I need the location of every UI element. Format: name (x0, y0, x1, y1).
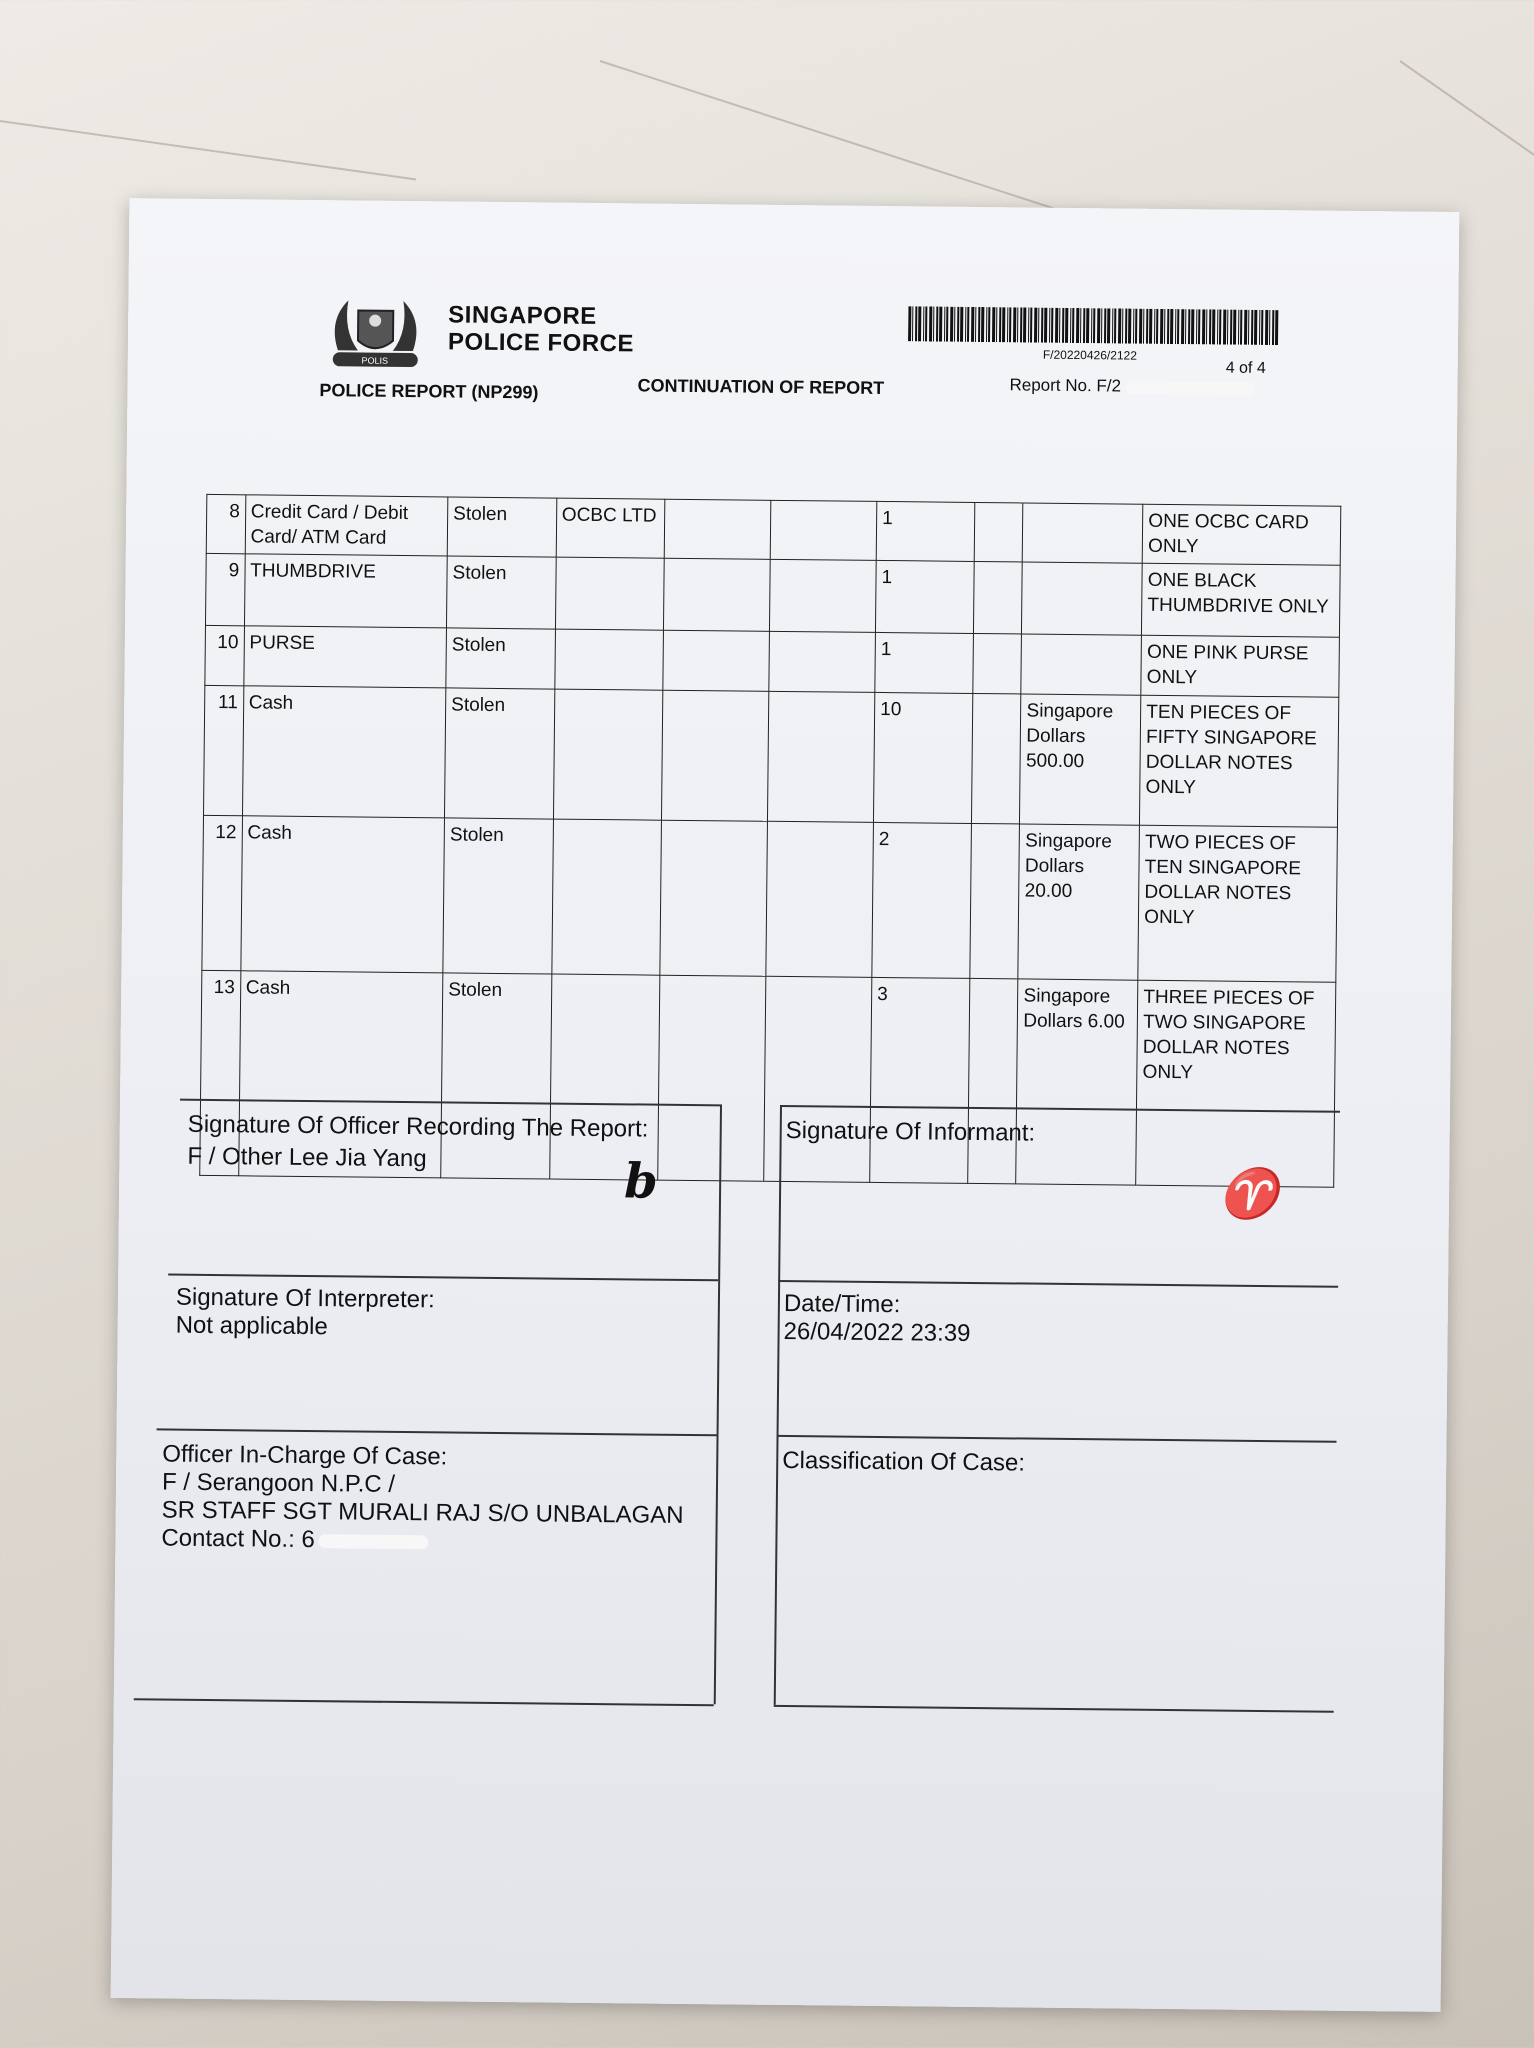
barcode-bar (1185, 309, 1186, 344)
barcode-bar (981, 307, 984, 342)
barcode-bar (1133, 309, 1134, 344)
barcode-bar (1086, 308, 1089, 343)
barcode-bar (1251, 310, 1253, 345)
divider (157, 1428, 717, 1435)
item-value: Singapore Dollars 20.00 (1018, 824, 1139, 980)
barcode-bar (1238, 310, 1239, 345)
barcode-bar (915, 306, 917, 341)
barcode-bar (1259, 310, 1260, 345)
redaction-mark (1125, 380, 1255, 395)
barcode-bar (1223, 310, 1226, 345)
barcode-bar (1013, 307, 1016, 342)
barcode-bar (1091, 308, 1092, 343)
barcode-bar (1107, 308, 1110, 343)
item-description: ONE PINK PURSE ONLY (1141, 635, 1339, 697)
barcode-bar (967, 307, 969, 342)
item-number: 9 (205, 553, 244, 625)
officer-name: F / Other Lee Jia Yang (187, 1142, 427, 1173)
marble-vein (0, 120, 416, 180)
barcode-bar (1175, 309, 1176, 344)
barcode-bar (1076, 308, 1079, 343)
barcode-bar (986, 307, 987, 342)
barcode-bar (1146, 309, 1148, 344)
barcode-bar (1248, 310, 1249, 345)
stolen-items-table (199, 494, 1341, 1188)
barcode-bar (960, 307, 963, 342)
page-number: 4 of 4 (1225, 359, 1266, 377)
barcode-bar (996, 307, 997, 342)
barcode-bar (1154, 309, 1155, 344)
barcode-bar (946, 307, 948, 342)
blank-cell (974, 502, 1024, 562)
agency-name (448, 301, 635, 357)
barcode-bar (1209, 309, 1211, 344)
barcode-bar (1051, 308, 1053, 343)
barcode-bar (1097, 308, 1100, 343)
barcode-bar (1093, 308, 1095, 343)
barcode-bar (918, 306, 921, 341)
barcode-bar (939, 307, 942, 342)
item-quantity: 1 (876, 501, 974, 561)
item-name: Cash (242, 686, 446, 818)
informant-signature: ♈ (1218, 1165, 1280, 1223)
divider (168, 1274, 718, 1281)
item-description: THREE PIECES OF TWO SINGAPORE DOLLAR NOTES ONLY (1136, 980, 1336, 1187)
blank-cell (660, 820, 767, 976)
barcode-bar (908, 306, 911, 341)
barcode-reference: F/20220426/2122 (1042, 347, 1138, 363)
agency-line-2: POLICE FORCE (447, 328, 635, 358)
barcode-bar (1044, 308, 1047, 343)
barcode-bar (954, 307, 955, 342)
barcode-bar (1265, 310, 1268, 345)
agency-line-1: SINGAPORE (448, 301, 597, 330)
barcode-bar (999, 307, 1001, 342)
barcode-bar (1104, 308, 1106, 343)
barcode-bar (1135, 309, 1137, 344)
divider (714, 1104, 722, 1704)
form-title: POLICE REPORT (NP299) (319, 380, 539, 403)
contact-label: Contact No.: 6 (161, 1524, 315, 1554)
item-status: Stolen (445, 688, 555, 819)
barcode-bar (965, 307, 966, 342)
barcode-bar (1233, 310, 1236, 345)
barcode-bar (975, 307, 976, 342)
marble-vein (600, 60, 1076, 216)
continuation-title: CONTINUATION OF REPORT (637, 375, 885, 398)
item-description: TEN PIECES OF FIFTY SINGAPORE DOLLAR NOTES ONLY (1140, 695, 1339, 827)
report-number (1009, 375, 1255, 398)
barcode-bar (1217, 309, 1218, 344)
item-value (1021, 634, 1141, 695)
blank-cell (662, 690, 769, 821)
barcode-bar (1020, 307, 1022, 342)
barcode-bar (1160, 309, 1163, 344)
barcode-bar (933, 307, 934, 342)
barcode-bar (1230, 310, 1232, 345)
item-name: PURSE (244, 626, 447, 688)
barcode-bar (1261, 310, 1263, 345)
barcode-bar (1196, 309, 1197, 344)
barcode-bar (1170, 309, 1173, 344)
svg-text:POLIS: POLIS (361, 355, 389, 366)
interpreter-value: Not applicable (175, 1311, 328, 1341)
item-quantity: 2 (872, 822, 971, 978)
barcode-bar (1275, 310, 1278, 345)
blank-cell (971, 693, 1021, 824)
divider (778, 1280, 1338, 1287)
redaction-mark (319, 1534, 429, 1549)
item-value: Singapore Dollars 500.00 (1020, 694, 1141, 825)
item-number: 11 (204, 685, 244, 815)
barcode-bar (1030, 308, 1032, 343)
barcode-bar (1219, 310, 1221, 345)
barcode-bar (1017, 307, 1018, 342)
barcode-bar (1128, 309, 1131, 344)
barcode-bar (1034, 308, 1037, 343)
barcode-bar (1002, 307, 1005, 342)
barcode (908, 306, 1283, 345)
item-value (1022, 562, 1143, 635)
barcode-bar (1122, 308, 1123, 343)
item-name: Cash (238, 971, 443, 1178)
blank-cell (769, 631, 875, 692)
ioc-name: SR STAFF SGT MURALI RAJ S/O UNBALAGAN (161, 1496, 684, 1529)
blank-cell (663, 630, 769, 691)
item-number: 13 (200, 970, 241, 1175)
item-name: Credit Card / Debit Card/ ATM Card (245, 495, 448, 556)
divider (777, 1435, 1337, 1442)
datetime-label: Date/Time: (783, 1290, 901, 1319)
item-brand: OCBC LTD (556, 498, 665, 558)
classification-label: Classification Of Case: (782, 1446, 1026, 1477)
barcode-bar (925, 306, 927, 341)
barcode-bar (912, 306, 913, 341)
barcode-bar (1112, 308, 1113, 343)
divider (774, 1105, 782, 1705)
barcode-bar (1028, 308, 1029, 343)
barcode-bar (944, 307, 945, 342)
barcode-bar (1198, 309, 1200, 344)
barcode-bar (1125, 309, 1127, 344)
officer-label: Signature Of Officer Recording The Report: (187, 1110, 649, 1143)
barcode-bar (1188, 309, 1190, 344)
barcode-bar (1177, 309, 1179, 344)
barcode-bar (1070, 308, 1071, 343)
barcode-bar (1244, 310, 1247, 345)
item-status: Stolen (441, 973, 552, 1179)
item-description: ONE OCBC CARD ONLY (1142, 504, 1340, 565)
datetime-value: 26/04/2022 23:39 (783, 1317, 971, 1347)
item-number: 12 (202, 815, 242, 970)
barcode-bar (1055, 308, 1058, 343)
item-value: Singapore Dollars 6.00 (1016, 979, 1138, 1185)
barcode-bar (1059, 308, 1060, 343)
ioc-label: Officer In-Charge Of Case: (162, 1440, 448, 1471)
table-row (202, 815, 1338, 982)
item-quantity: 3 (870, 977, 970, 1183)
table-row (205, 553, 1340, 637)
contact-number (161, 1524, 429, 1555)
ioc-unit: F / Serangoon N.P.C / (161, 1468, 396, 1498)
signature-section (134, 1098, 1340, 1711)
barcode-bar (1227, 310, 1228, 345)
barcode-bar (1254, 310, 1257, 345)
item-status: Stolen (446, 628, 555, 689)
divider (774, 1705, 1334, 1712)
barcode-bar (1083, 308, 1085, 343)
blank-cell (969, 823, 1020, 979)
blank-cell (973, 561, 1023, 634)
blank-cell (770, 500, 876, 560)
item-value (1023, 503, 1143, 563)
barcode-bar (1269, 310, 1270, 345)
barcode-bar (978, 307, 980, 342)
blank-cell (665, 499, 771, 559)
item-brand (553, 689, 663, 820)
item-brand (552, 819, 662, 975)
barcode-bar (1167, 309, 1169, 344)
barcode-bar (1009, 307, 1011, 342)
barcode-bar (1065, 308, 1068, 343)
informant-label: Signature Of Informant: (785, 1117, 1036, 1147)
barcode-bar (950, 307, 953, 342)
barcode-bar (1038, 308, 1039, 343)
barcode-bar (957, 307, 959, 342)
blank-cell (766, 821, 873, 977)
barcode-bar (1143, 309, 1144, 344)
barcode-bar (971, 307, 974, 342)
item-status: Stolen (443, 818, 553, 974)
barcode-bar (1101, 308, 1102, 343)
barcode-bar (923, 306, 924, 341)
barcode-bar (1114, 308, 1116, 343)
item-number: 8 (206, 494, 245, 553)
barcode-bar (1023, 307, 1026, 342)
interpreter-label: Signature Of Interpreter: (175, 1283, 435, 1314)
marble-vein (1399, 60, 1534, 176)
item-brand (555, 557, 664, 630)
item-brand (555, 629, 664, 690)
table-row (204, 685, 1339, 827)
divider (134, 1698, 714, 1706)
item-description: ONE BLACK THUMBDRIVE ONLY (1142, 563, 1341, 637)
item-name: Cash (241, 816, 445, 973)
item-quantity: 10 (874, 692, 973, 823)
barcode-bar (988, 307, 990, 342)
barcode-bar (1181, 309, 1184, 344)
police-report-page (111, 198, 1460, 2012)
barcode-bar (1080, 308, 1081, 343)
item-quantity: 1 (875, 632, 973, 693)
report-number-label: Report No. F/2 (1009, 375, 1122, 396)
barcode-bar (1072, 308, 1074, 343)
barcode-bar (929, 306, 932, 341)
blank-cell (972, 633, 1022, 694)
barcode-bar (1164, 309, 1165, 344)
item-name: THUMBDRIVE (244, 554, 447, 628)
barcode-bar (1149, 309, 1152, 344)
blank-cell (664, 558, 771, 631)
barcode-bar (1202, 309, 1205, 344)
item-number: 10 (205, 625, 244, 685)
item-description: TWO PIECES OF TEN SINGAPORE DOLLAR NOTES ONLY (1138, 825, 1337, 982)
barcode-bar (1118, 308, 1121, 343)
barcode-bar (1156, 309, 1158, 344)
officer-signature: b (623, 1153, 659, 1210)
blank-cell (770, 559, 877, 632)
blank-cell (768, 691, 875, 822)
item-status: Stolen (447, 556, 556, 629)
barcode-bar (1212, 309, 1215, 344)
barcode-bar (1139, 309, 1142, 344)
police-crest-icon (328, 290, 424, 376)
barcode-bar (1272, 310, 1274, 345)
barcode-bar (1062, 308, 1064, 343)
barcode-bar (1049, 308, 1050, 343)
barcode-bar (936, 307, 938, 342)
barcode-bar (1240, 310, 1242, 345)
barcode-bar (1191, 309, 1194, 344)
item-quantity: 1 (876, 560, 974, 633)
barcode-bar (992, 307, 995, 342)
barcode-bar (1206, 309, 1207, 344)
barcode-bar (1041, 308, 1043, 343)
barcode-bar (1007, 307, 1008, 342)
item-status: Stolen (447, 497, 556, 557)
